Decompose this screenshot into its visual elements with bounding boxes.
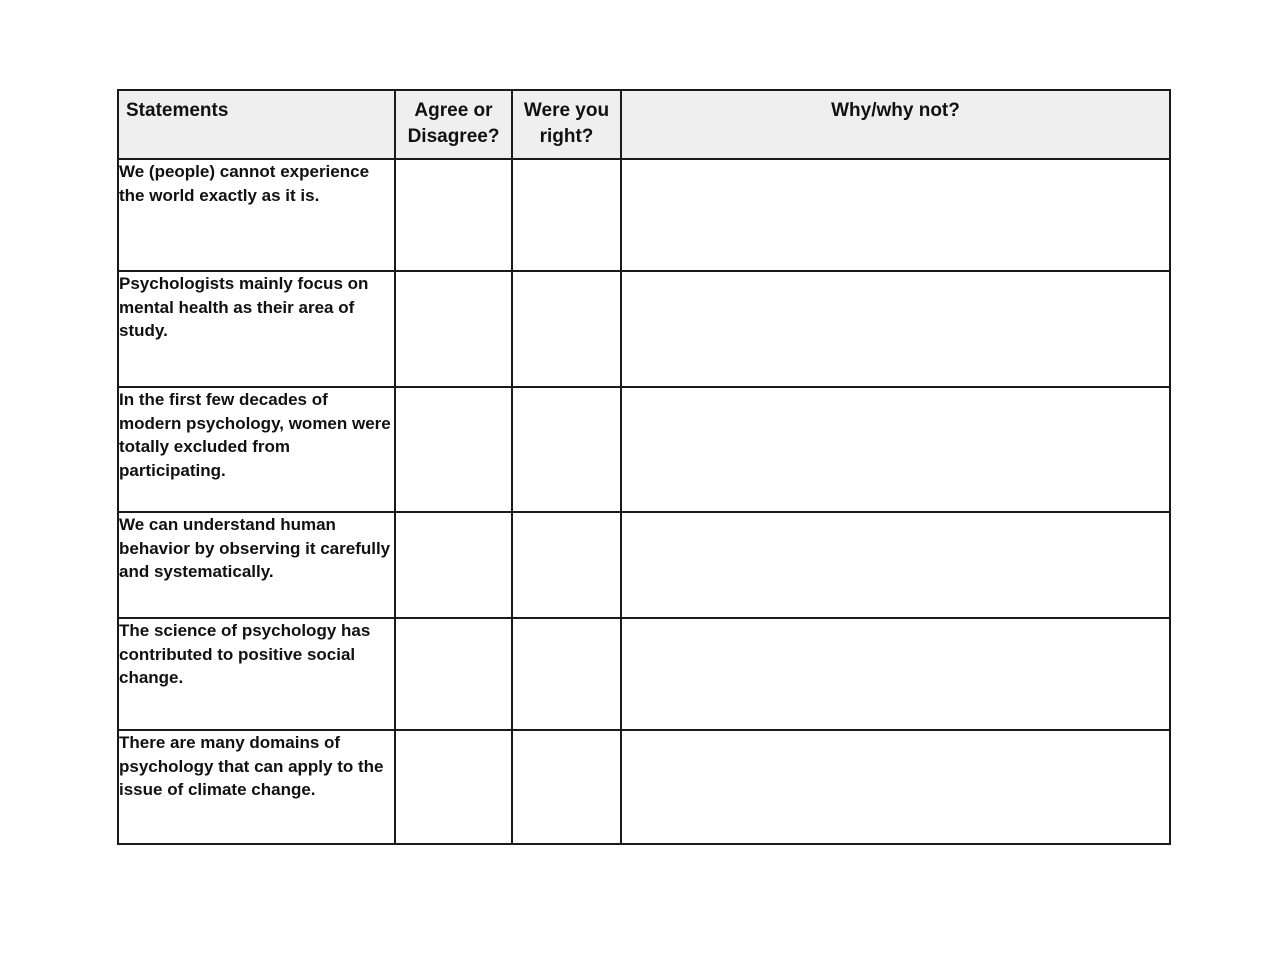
right-cell[interactable]	[512, 512, 621, 618]
header-agree-or-disagree: Agree or Disagree?	[395, 90, 512, 159]
table-row	[118, 730, 1170, 844]
statement-cell: Psychologists mainly focus on mental health as their area of study.	[118, 271, 395, 387]
table-row	[118, 271, 1170, 387]
statement-cell: We can understand human behavior by observing it carefully and systematically.	[118, 512, 395, 618]
agree-cell[interactable]	[395, 387, 512, 512]
why-cell[interactable]	[621, 512, 1170, 618]
statement-cell: The science of psychology has contributed to positive social change.	[118, 618, 395, 730]
right-cell[interactable]	[512, 159, 621, 271]
statements-table	[117, 89, 1171, 845]
statement-cell: We (people) cannot experience the world exactly as it is.	[118, 159, 395, 271]
agree-cell[interactable]	[395, 159, 512, 271]
statement-cell: In the first few decades of modern psychology, women were totally excluded from participating.	[118, 387, 395, 512]
table-row	[118, 618, 1170, 730]
table-row	[118, 387, 1170, 512]
header-why-why-not: Why/why not?	[621, 90, 1170, 159]
right-cell[interactable]	[512, 387, 621, 512]
table-row	[118, 159, 1170, 271]
why-cell[interactable]	[621, 730, 1170, 844]
header-row	[118, 90, 1170, 159]
header-were-you-right: Were you right?	[512, 90, 621, 159]
statement-cell: There are many domains of psychology that can apply to the issue of climate change.	[118, 730, 395, 844]
header-statements: Statements	[118, 90, 395, 159]
right-cell[interactable]	[512, 730, 621, 844]
right-cell[interactable]	[512, 618, 621, 730]
why-cell[interactable]	[621, 159, 1170, 271]
agree-cell[interactable]	[395, 730, 512, 844]
agree-cell[interactable]	[395, 512, 512, 618]
why-cell[interactable]	[621, 618, 1170, 730]
right-cell[interactable]	[512, 271, 621, 387]
agree-cell[interactable]	[395, 271, 512, 387]
why-cell[interactable]	[621, 387, 1170, 512]
table-row	[118, 512, 1170, 618]
agree-cell[interactable]	[395, 618, 512, 730]
why-cell[interactable]	[621, 271, 1170, 387]
